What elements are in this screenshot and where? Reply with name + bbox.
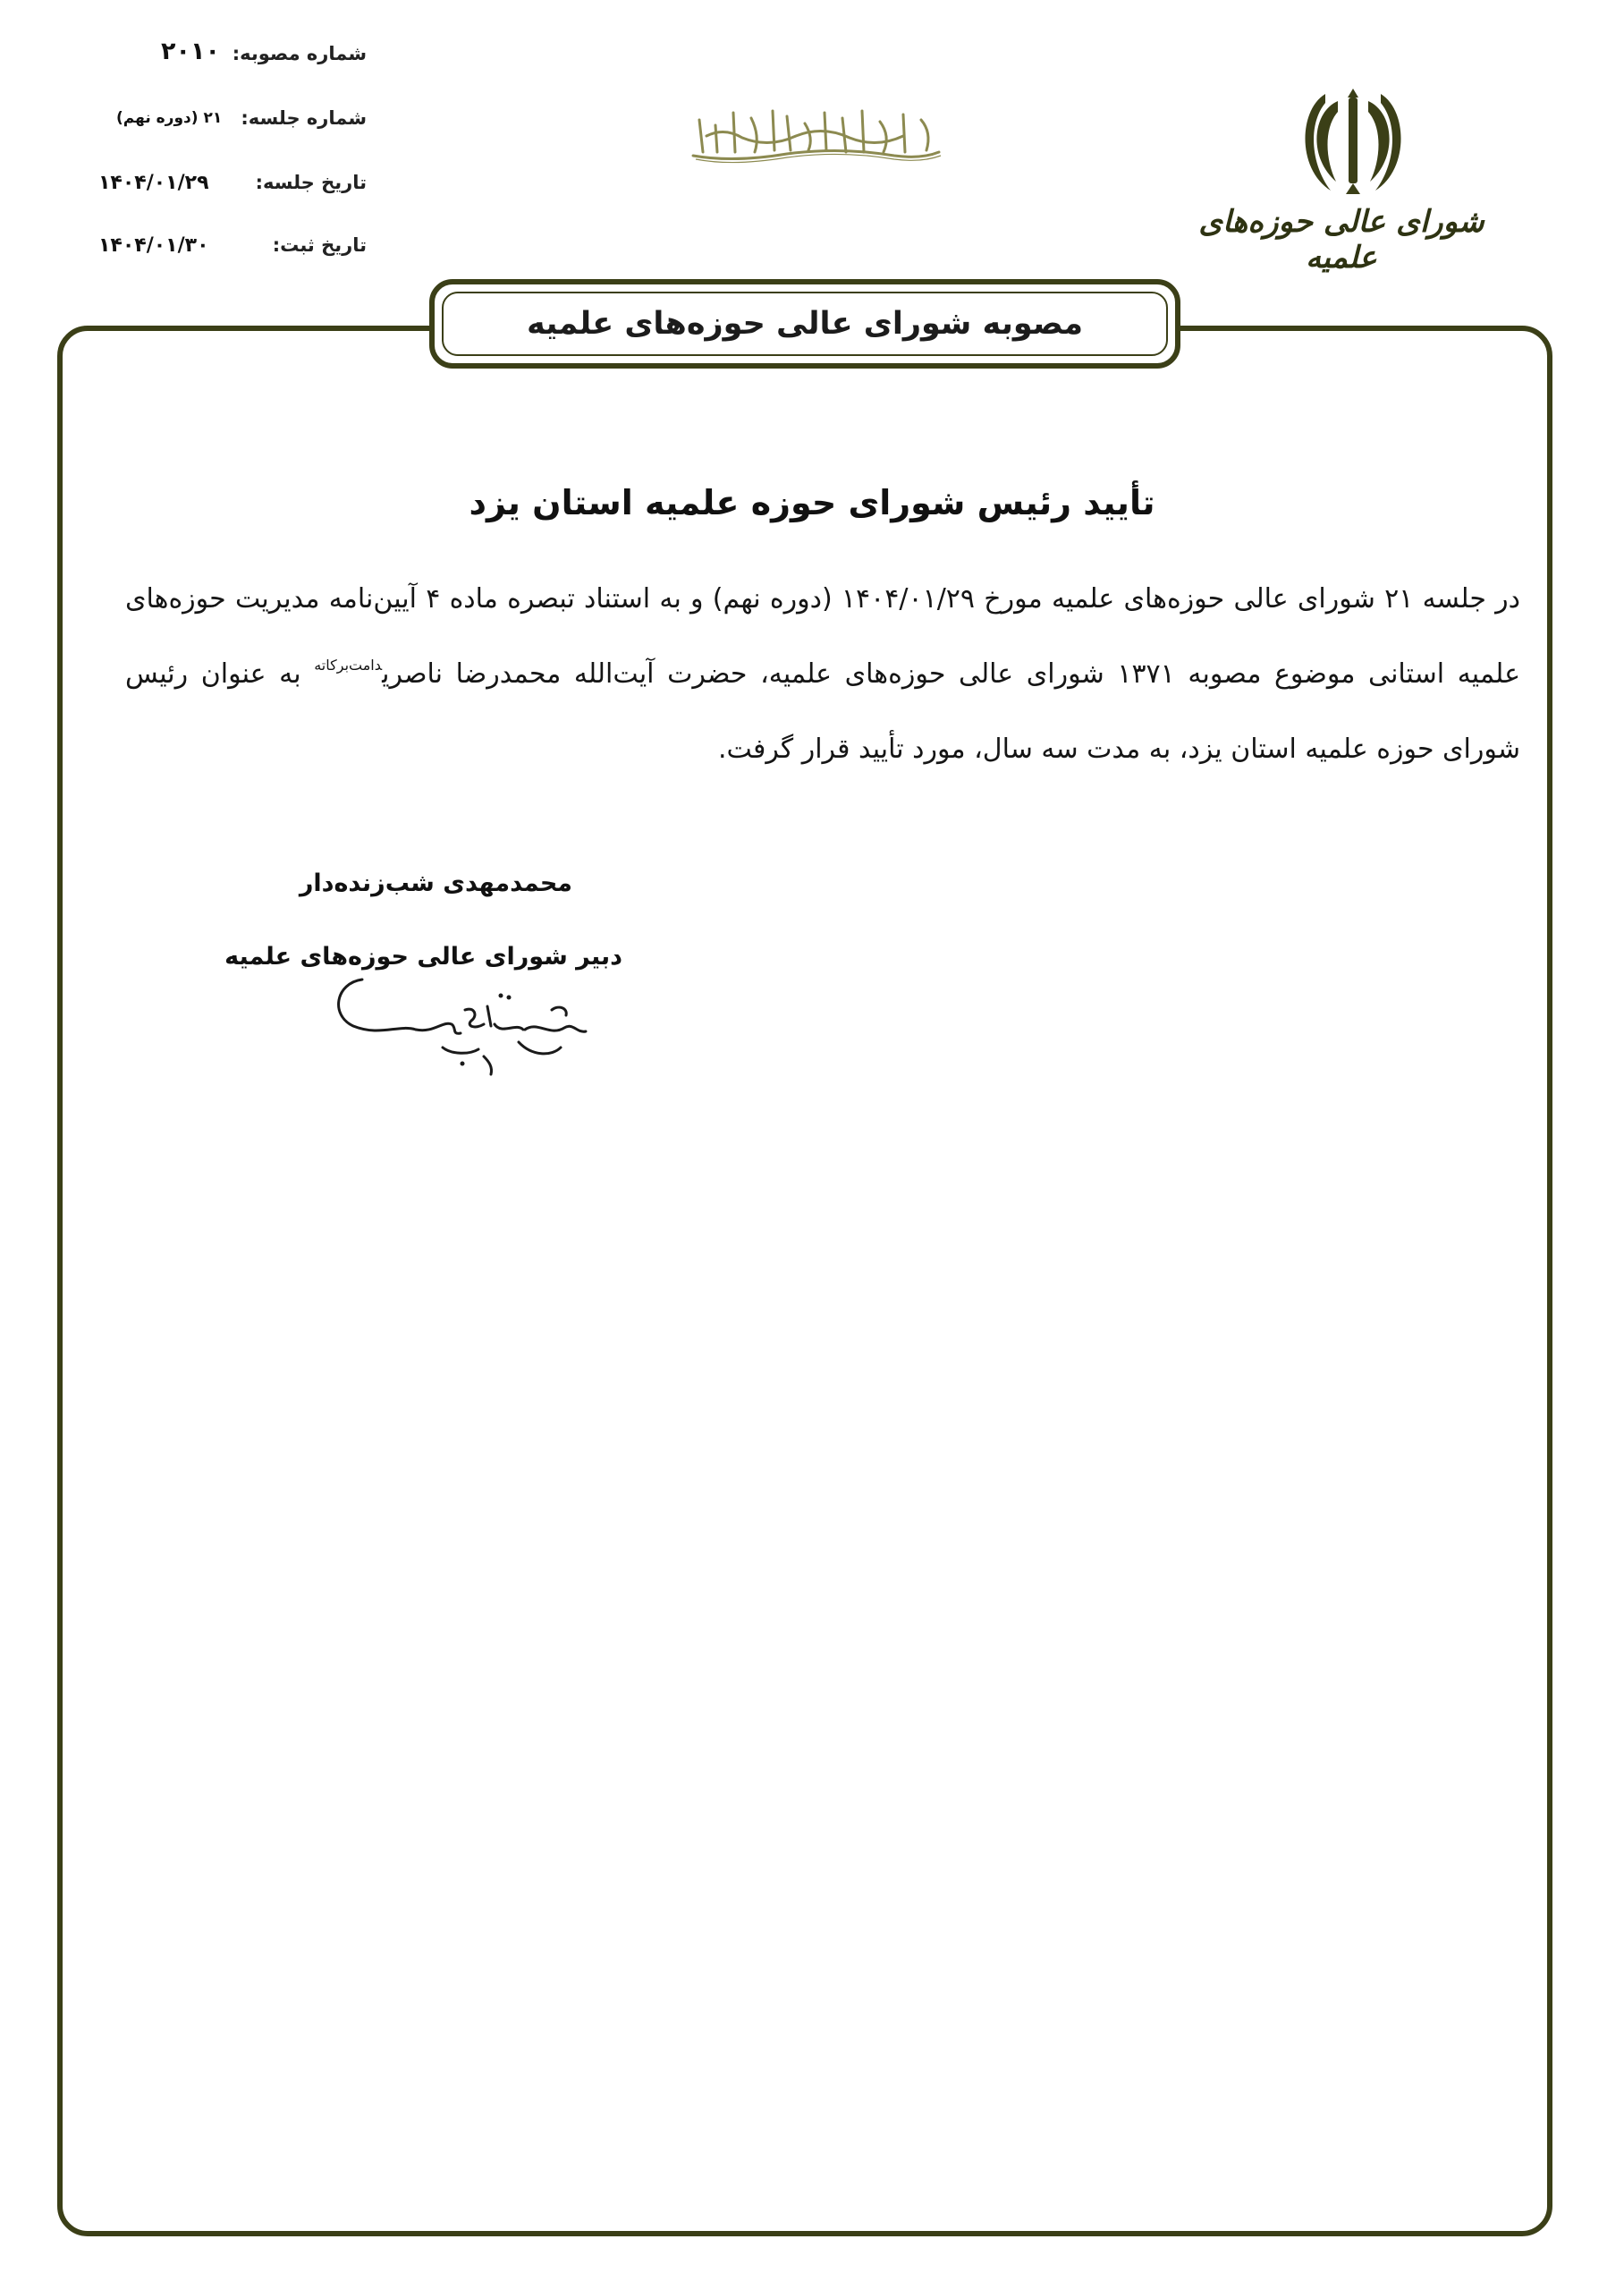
session-number-label: شماره جلسه: [241, 107, 367, 129]
handwritten-signature [317, 971, 604, 1096]
session-number-row [89, 107, 376, 143]
approval-number-label: شماره مصوبه: [232, 43, 367, 64]
honorific-superscript: دامت‌برکاته [314, 657, 383, 674]
session-date-value: ۱۴۰۴/۰۱/۲۹ [98, 172, 209, 194]
approval-number-row [89, 38, 376, 79]
document-body-paragraph [125, 562, 1520, 787]
approval-number-value: ۲۰۱۰ [161, 38, 220, 65]
paragraph-part-2: به عنوان رئیس شورای حوزه علمیه استان یزد، به مدت سه سال، مورد تأیید قرار گرفت. [125, 658, 1520, 765]
registration-date-row [89, 234, 376, 270]
registration-date-label: تاریخ ثبت: [272, 234, 367, 256]
council-name: شورای عالی حوزه‌های علمیه [1198, 204, 1484, 276]
registration-date-value: ۱۴۰۴/۰۱/۳۰ [98, 234, 209, 257]
iran-emblem-icon [1295, 85, 1411, 197]
header-banner [429, 279, 1180, 369]
session-date-row [89, 172, 376, 208]
session-number-value: ۲۱ (دوره نهم) [116, 109, 223, 127]
paragraph-part-1: در جلسه ۲۱ شورای عالی حوزه‌های علمیه مورخ ۱۴۰۴/۰۱/۲۹ (دوره نهم) و به استناد تبصره ماده ۴ آیین‌نامه مدیریت حوزه‌های علمیه استانی موضوع مصوبه ۱۳۷۱ شورای عالی حوزه‌های علمیه، حضرت آیت‌الله محمدرضا ناصری [125, 583, 1521, 690]
signatory-title: دبیر شورای عالی حوزه‌های علمیه [224, 943, 622, 971]
header-banner-inner [442, 292, 1168, 356]
document-title: تأیید رئیس شورای حوزه علمیه استان یزد [469, 483, 1155, 522]
bismillah-calligraphy [680, 100, 948, 172]
signatory-name: محمدمهدی شب‌زنده‌دار [299, 869, 572, 897]
session-date-label: تاریخ جلسه: [255, 172, 367, 193]
banner-title: مصوبه شورای عالی حوزه‌های علمیه [526, 306, 1084, 342]
